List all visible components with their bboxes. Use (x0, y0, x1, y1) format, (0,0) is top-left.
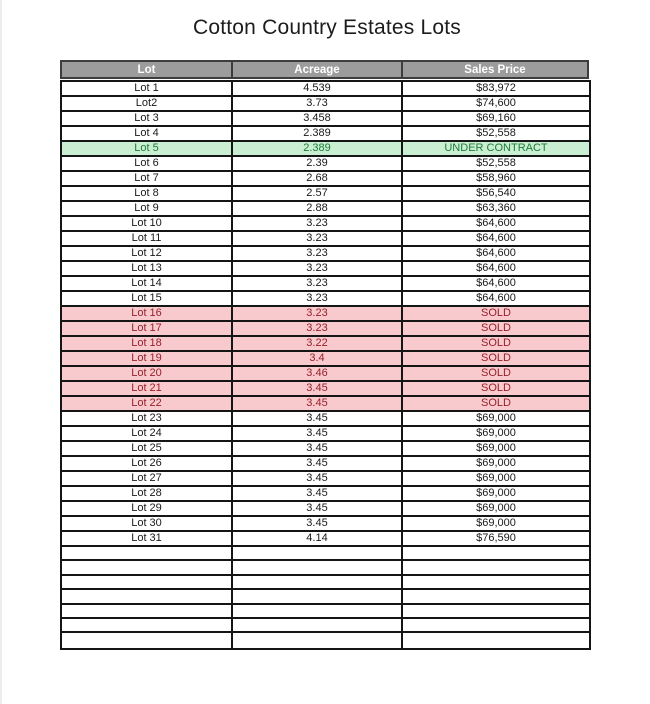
lot-cell: Lot 17 (62, 322, 231, 337)
price-cell (403, 576, 589, 590)
lot-cell: Lot 18 (62, 337, 231, 352)
acreage-cell: 2.88 (231, 202, 403, 217)
lot-cell (62, 547, 231, 561)
acreage-cell: 2.68 (231, 172, 403, 187)
acreage-cell: 3.45 (231, 502, 403, 517)
table-row (62, 112, 589, 127)
price-cell (403, 547, 589, 561)
price-cell: $69,000 (403, 487, 589, 502)
price-cell: $83,972 (403, 82, 589, 97)
table-row (62, 187, 589, 202)
price-cell: $64,600 (403, 247, 589, 262)
table-row (62, 472, 589, 487)
empty-row (62, 633, 589, 647)
table-row (62, 157, 589, 172)
price-cell: $69,000 (403, 472, 589, 487)
page-title: Cotton Country Estates Lots (192, 16, 462, 39)
price-cell (403, 619, 589, 633)
table-row (62, 262, 589, 277)
table-row (62, 202, 589, 217)
lot-cell: Lot 20 (62, 367, 231, 382)
lot-cell: Lot 24 (62, 427, 231, 442)
lot-cell (62, 561, 231, 575)
column-header-sales-price: Sales Price (464, 63, 526, 76)
acreage-cell: 3.23 (231, 232, 403, 247)
empty-row (62, 605, 589, 619)
acreage-cell: 3.23 (231, 247, 403, 262)
acreage-cell: 3.45 (231, 457, 403, 472)
price-cell: $64,600 (403, 277, 589, 292)
lot-cell: Lot 22 (62, 397, 231, 412)
table-row (62, 532, 589, 547)
acreage-cell: 3.45 (231, 397, 403, 412)
acreage-cell (231, 590, 403, 604)
table-row (62, 97, 589, 112)
acreage-cell: 3.45 (231, 412, 403, 427)
acreage-cell: 2.39 (231, 157, 403, 172)
acreage-cell: 3.46 (231, 367, 403, 382)
lot-cell: Lot 31 (62, 532, 231, 547)
price-cell: $58,960 (403, 172, 589, 187)
price-cell: $69,160 (403, 112, 589, 127)
price-cell (403, 633, 589, 647)
lot-cell: Lot 12 (62, 247, 231, 262)
lot-cell (62, 633, 231, 647)
acreage-cell (231, 576, 403, 590)
acreage-cell: 3.23 (231, 307, 403, 322)
price-cell: $69,000 (403, 457, 589, 472)
lot-cell: Lot 3 (62, 112, 231, 127)
empty-row (62, 590, 589, 604)
acreage-cell: 3.4 (231, 352, 403, 367)
table-row (62, 457, 589, 472)
acreage-cell: 2.389 (231, 127, 403, 142)
price-cell: $69,000 (403, 517, 589, 532)
acreage-cell: 3.45 (231, 427, 403, 442)
lot-cell: Lot 9 (62, 202, 231, 217)
table-row (62, 127, 589, 142)
acreage-cell: 4.14 (231, 532, 403, 547)
lot-cell: Lot 6 (62, 157, 231, 172)
price-cell: $69,000 (403, 412, 589, 427)
acreage-cell: 3.73 (231, 97, 403, 112)
lot-cell: Lot 21 (62, 382, 231, 397)
lot-cell: Lot 10 (62, 217, 231, 232)
price-cell: $74,600 (403, 97, 589, 112)
price-cell: $69,000 (403, 502, 589, 517)
lot-cell: Lot 15 (62, 292, 231, 307)
table-row (62, 502, 589, 517)
table-row (62, 292, 589, 307)
acreage-cell (231, 619, 403, 633)
lot-cell: Lot 13 (62, 262, 231, 277)
table-row (62, 412, 589, 427)
table-row (62, 247, 589, 262)
acreage-cell: 3.45 (231, 382, 403, 397)
lot-cell (62, 590, 231, 604)
acreage-cell: 3.45 (231, 472, 403, 487)
lot-cell: Lot 26 (62, 457, 231, 472)
price-cell: $69,000 (403, 427, 589, 442)
column-header-acreage: Acreage (231, 62, 403, 77)
price-cell: UNDER CONTRACT (403, 142, 589, 157)
table-row (62, 487, 589, 502)
acreage-cell: 2.389 (231, 142, 403, 157)
price-cell: SOLD (403, 397, 589, 412)
table-row (62, 517, 589, 532)
acreage-cell: 3.23 (231, 217, 403, 232)
table-row (62, 322, 589, 337)
acreage-cell (231, 633, 403, 647)
price-cell: $76,590 (403, 532, 589, 547)
lot-cell: Lot 16 (62, 307, 231, 322)
acreage-cell: 3.45 (231, 442, 403, 457)
lot-cell: Lot2 (62, 97, 231, 112)
table-row (62, 382, 589, 397)
lot-cell: Lot 27 (62, 472, 231, 487)
acreage-cell: 3.23 (231, 322, 403, 337)
table-row (62, 427, 589, 442)
acreage-cell: 3.23 (231, 292, 403, 307)
acreage-cell (231, 547, 403, 561)
lot-cell: Lot 23 (62, 412, 231, 427)
table-row (62, 172, 589, 187)
price-cell (403, 605, 589, 619)
lot-cell: Lot 30 (62, 517, 231, 532)
price-cell: $64,600 (403, 292, 589, 307)
acreage-cell (231, 605, 403, 619)
table-row (62, 82, 589, 97)
empty-row (62, 576, 589, 590)
price-cell (403, 590, 589, 604)
price-cell: $64,600 (403, 232, 589, 247)
table-header-row (60, 60, 589, 79)
column-header-lot: Lot (137, 63, 156, 76)
table-row (62, 307, 589, 322)
table-row (62, 367, 589, 382)
lots-table (60, 80, 591, 650)
lot-cell: Lot 28 (62, 487, 231, 502)
empty-row (62, 561, 589, 575)
acreage-cell: 3.458 (231, 112, 403, 127)
table-row (62, 232, 589, 247)
lot-cell: Lot 4 (62, 127, 231, 142)
lot-cell (62, 619, 231, 633)
lot-cell: Lot 25 (62, 442, 231, 457)
price-cell: $69,000 (403, 442, 589, 457)
lot-cell: Lot 1 (62, 82, 231, 97)
lot-cell: Lot 11 (62, 232, 231, 247)
acreage-cell: 3.23 (231, 277, 403, 292)
acreage-cell: 2.57 (231, 187, 403, 202)
lot-cell: Lot 8 (62, 187, 231, 202)
lot-cell: Lot 5 (62, 142, 231, 157)
acreage-cell: 3.22 (231, 337, 403, 352)
price-cell: $63,360 (403, 202, 589, 217)
price-cell: $52,558 (403, 127, 589, 142)
table-row (62, 442, 589, 457)
table-row (62, 397, 589, 412)
acreage-cell: 3.45 (231, 517, 403, 532)
lot-cell (62, 605, 231, 619)
empty-row (62, 619, 589, 633)
table-row (62, 337, 589, 352)
price-cell: SOLD (403, 322, 589, 337)
acreage-cell (231, 561, 403, 575)
price-cell: $56,540 (403, 187, 589, 202)
acreage-cell: 4.539 (231, 82, 403, 97)
empty-row (62, 547, 589, 561)
price-cell: $52,558 (403, 157, 589, 172)
table-row (62, 142, 589, 157)
table-row (62, 217, 589, 232)
table-row (62, 352, 589, 367)
table-row (62, 277, 589, 292)
lot-cell (62, 576, 231, 590)
price-cell: SOLD (403, 337, 589, 352)
lot-cell: Lot 19 (62, 352, 231, 367)
lot-cell: Lot 7 (62, 172, 231, 187)
price-cell: SOLD (403, 367, 589, 382)
price-cell (403, 561, 589, 575)
lot-cell: Lot 29 (62, 502, 231, 517)
lot-cell: Lot 14 (62, 277, 231, 292)
price-cell: SOLD (403, 382, 589, 397)
lots-sheet (60, 60, 589, 650)
price-cell: $64,600 (403, 217, 589, 232)
acreage-cell: 3.23 (231, 262, 403, 277)
price-cell: SOLD (403, 307, 589, 322)
acreage-cell: 3.45 (231, 487, 403, 502)
price-cell: SOLD (403, 352, 589, 367)
price-cell: $64,600 (403, 262, 589, 277)
